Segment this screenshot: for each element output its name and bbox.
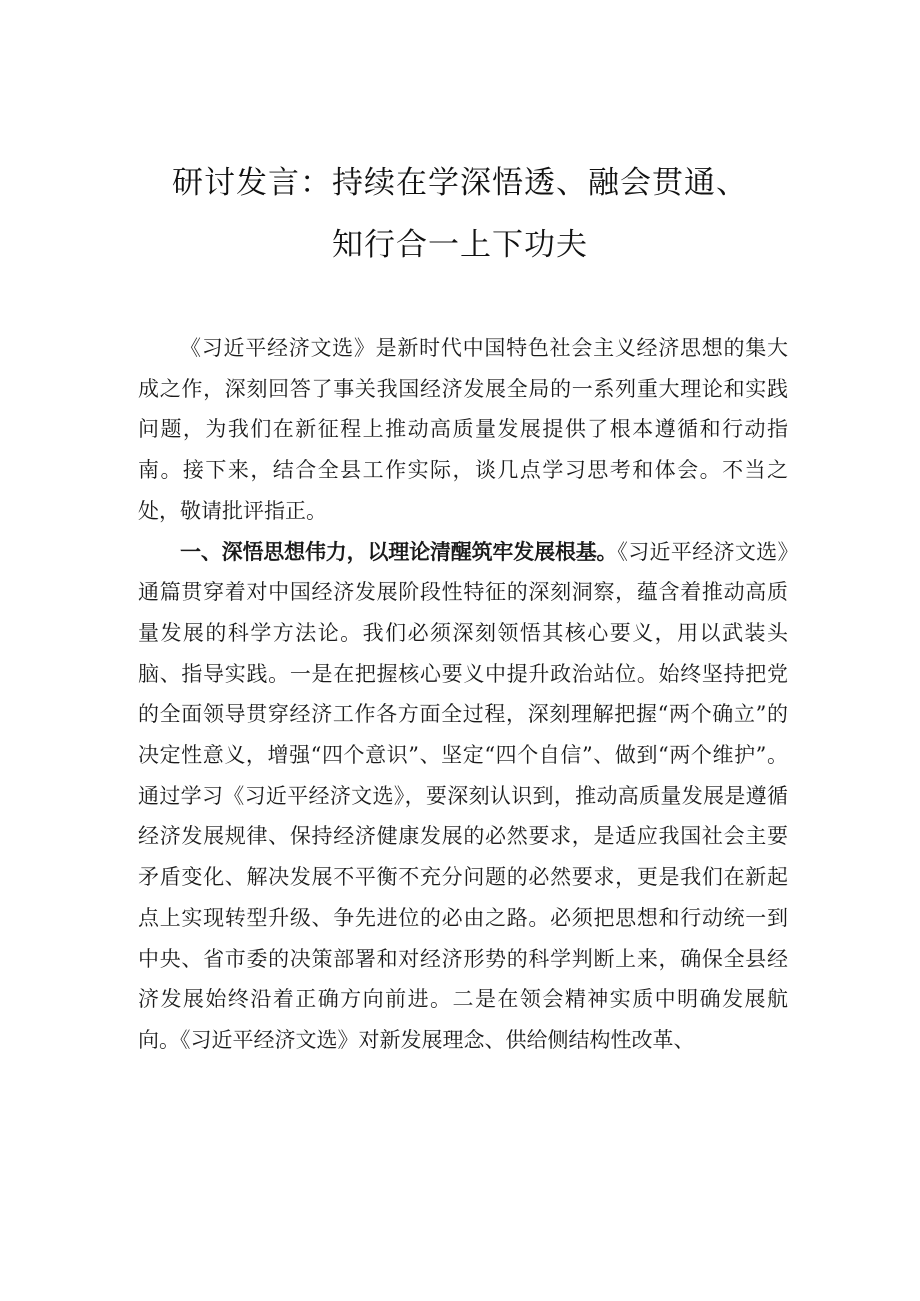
document-title-line-1: 研讨发言：持续在学深悟透、融会贯通、	[172, 165, 748, 201]
section-1-body: 《习近平经济文选》通篇贯穿着对中国经济发展阶段性特征的深刻洞察，蕴含着推动高质量发展的科学方法论。我们必须深刻领悟其核心要义，用以武装头脑、指导实践。一是在把握核心要义中提升政治站位。始终坚持把党的全面领导贯穿经济工作各方面全过程，深刻理解把握“两个确立”的决定性意义，增强“四个意识”、坚定“四个自信”、做到“两个维护”。通过学习《习近平经济文选》，要深刻认识到，推动高质量发展是遵循经济发展规律、保持经济健康发展的必然要求，是适应我国社会主要矛盾变化、解决发展不平衡不充分问题的必然要求，更是我们在新起点上实现转型升级、争先进位的必由之路。必须把思想和行动统一到中央、省市委的决策部署和对经济形势的科学判断上来，确保全县经济发展始终沿着正确方向前进。二是在领会精神实质中明确发展航向。《习近平经济文选》对新发展理念、供给侧结构性改革、	[138, 539, 789, 1052]
section-1-paragraph	[138, 532, 788, 1061]
document-body	[138, 328, 788, 1061]
section-1-heading: 一、深悟思想伟力，以理论清醒筑牢发展根基。	[180, 539, 618, 564]
document-title-line-2: 知行合一上下功夫	[332, 227, 588, 263]
intro-paragraph: 《习近平经济文选》是新时代中国特色社会主义经济思想的集大成之作，深刻回答了事关我国经济发展全局的一系列重大理论和实践问题，为我们在新征程上推动高质量发展提供了根本遵循和行动指南。接下来，结合全县工作实际，谈几点学习思考和体会。不当之处，敬请批评指正。	[138, 336, 788, 523]
